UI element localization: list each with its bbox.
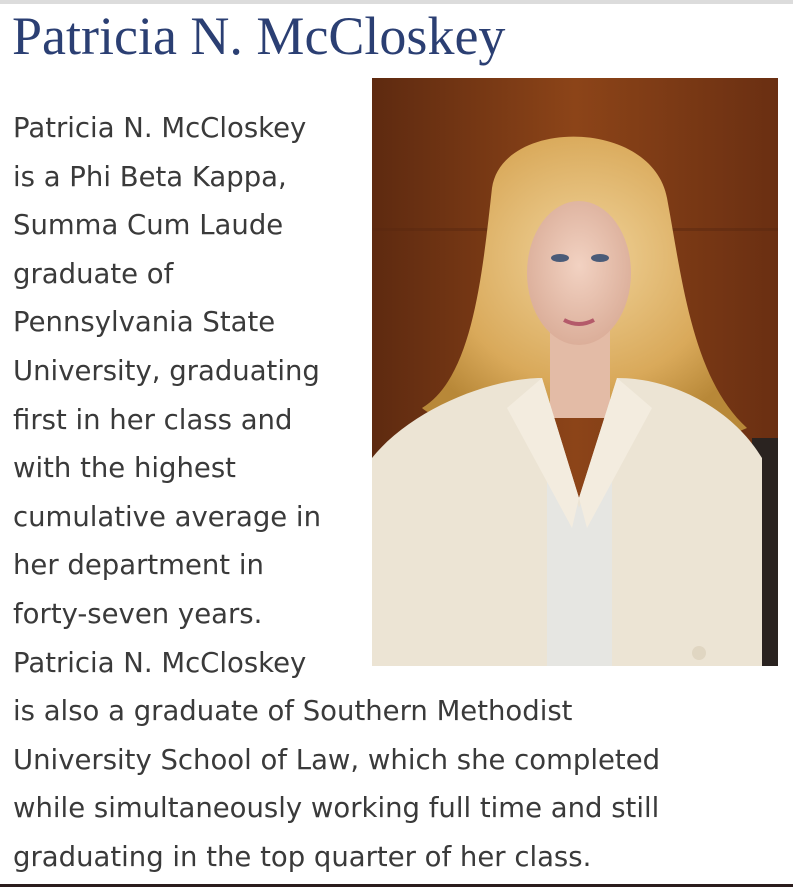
bio-line: with the highest: [13, 452, 236, 485]
bio-line: Patricia N. McCloskey: [13, 112, 307, 144]
bio-line: Pennsylvania State: [13, 306, 276, 339]
bio-paragraph: [13, 104, 793, 882]
bio-line: University, graduating: [13, 354, 320, 387]
bio-line: Summa Cum Laude: [13, 209, 284, 242]
bio-line: Patricia N. McCloskey: [13, 646, 307, 679]
bio-line: graduating in the top quarter of her class.: [13, 840, 592, 873]
page-title: Patricia N. McCloskey: [12, 6, 506, 66]
bio-line: while simultaneously working full time and still: [13, 792, 660, 825]
bio-line: her department in: [13, 549, 264, 582]
bio-line: forty-seven years.: [13, 597, 263, 630]
bio-line: graduate of: [13, 257, 174, 290]
bio-line: cumulative average in: [13, 500, 322, 533]
bio-line: University School of Law, which she completed: [13, 743, 661, 776]
bio-line: first in her class and: [13, 403, 293, 436]
bio-line: is also a graduate of Southern Methodist: [13, 695, 573, 728]
bio-line: is a Phi Beta Kappa,: [13, 160, 287, 193]
